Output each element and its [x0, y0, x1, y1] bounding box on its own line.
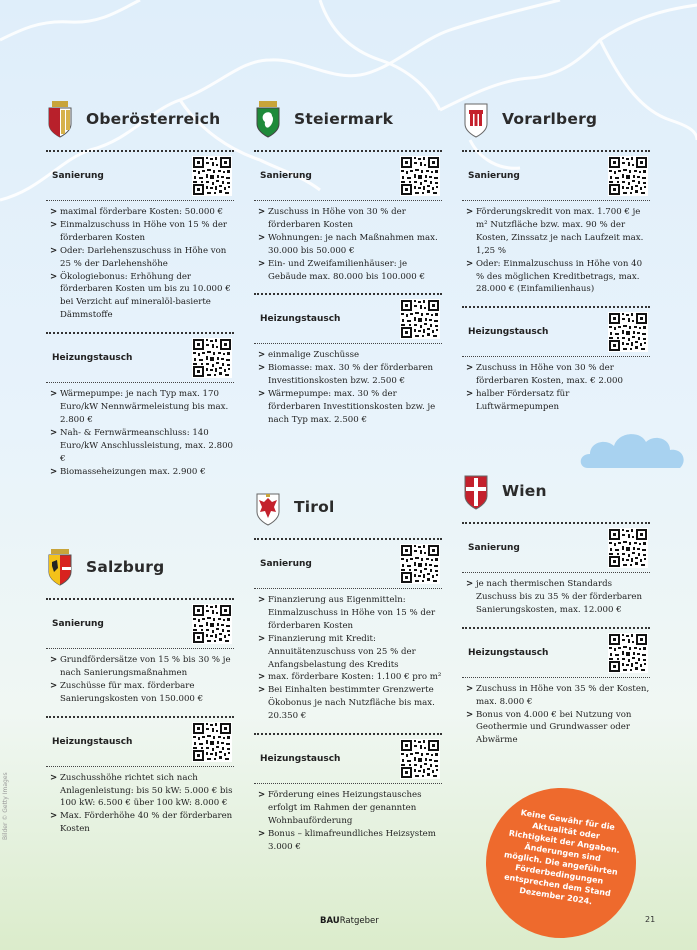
- section-title: Sanierung: [260, 171, 312, 181]
- list-item: > halber Fördersatz für Luftwärmepumpen: [466, 389, 570, 413]
- section-title: Sanierung: [52, 171, 104, 181]
- list-item: > Finanzierung mit Kredit: Annuitätenzuschuss von 25 % der Anfangsbelastung des Kredits: [258, 633, 416, 670]
- steiermark-crest-icon: [254, 100, 282, 138]
- state-tirol: [254, 484, 442, 864]
- list-item: > Zuschuss in Höhe von 30 % der förderbaren Kosten, max. € 2.000: [466, 363, 623, 387]
- qr-code-icon[interactable]: [400, 299, 440, 339]
- qr-code-icon[interactable]: [608, 312, 648, 352]
- section-title: Sanierung: [260, 559, 312, 569]
- list-item: > Ein- und Zweifamilienhäuser: je Gebäude max. 80.000 bis 100.000 €: [258, 258, 425, 282]
- qr-code-icon[interactable]: [192, 338, 232, 378]
- list-item: > Wohnungen: je nach Maßnahmen max. 30.000 bis 50.000 €: [258, 232, 438, 256]
- state-name: Oberösterreich: [86, 110, 221, 128]
- section-sanierung: [46, 150, 234, 332]
- disclaimer-badge: Keine Gewähr für die Aktualität oder Richtigkeit der Angaben. Änderungen sind möglich. Die angeführten Förderbedingungen entsprechen dem Stand Dezember 2024.: [475, 777, 647, 949]
- vorarlberg-crest-icon: [462, 100, 490, 138]
- item-list: [46, 766, 234, 847]
- list-item: > maximal förderbare Kosten: 50.000 €: [50, 207, 224, 217]
- qr-code-icon[interactable]: [608, 633, 648, 673]
- list-item: > Max. Förderhöhe 40 % der förderbaren Kosten: [50, 811, 233, 835]
- list-item: > Wärmepumpe: je nach Typ max. 170 Euro/kW Nennwärmeleistung bis max. 2.800 €: [50, 389, 229, 425]
- list-item: > Nah- & Fernwärmeanschluss: 140 Euro/kW Anschlussleistung, max. 2.800 €: [50, 427, 234, 464]
- list-item: > einmalige Zuschüsse: [258, 350, 360, 361]
- section-title: Heizungstausch: [260, 314, 341, 325]
- list-item: > Wärmepumpe: max. 30 % der förderbaren Investitionskosten bzw. je nach Typ max. 2.500 €: [258, 389, 436, 425]
- qr-code-icon[interactable]: [192, 722, 232, 762]
- item-list: [462, 572, 650, 627]
- brand-logo: BAURatgeber: [320, 916, 379, 926]
- section-title: Sanierung: [468, 543, 520, 553]
- state-name: Salzburg: [86, 558, 165, 576]
- cloud-illustration: [578, 424, 688, 472]
- section-sanierung: [462, 150, 650, 306]
- section-heizungstausch: [254, 733, 442, 864]
- salzburg-crest-icon: [46, 548, 74, 586]
- section-heizungstausch: [462, 627, 650, 758]
- list-item: > Bei Einhalten bestimmter Grenzwerte Ökobonus je nach Nutzfläche bis max. 20.350 €: [258, 685, 435, 722]
- list-item: > Bonus – klimafreundliches Heizsystem 3.000 €: [258, 828, 436, 852]
- list-item: > Oder: Darlehenszuschuss in Höhe von 25 % der Darlehenshöhe: [50, 245, 227, 269]
- page-number: 21: [645, 915, 656, 924]
- item-list: [254, 200, 442, 293]
- section-title: Sanierung: [468, 171, 520, 181]
- state-steiermark: [254, 96, 442, 437]
- item-list: [254, 588, 442, 733]
- section-sanierung: [254, 150, 442, 293]
- list-item: > Finanzierung aus Eigenmitteln: Einmalzuschuss in Höhe von 15 % der förderbaren Kosten: [258, 595, 436, 631]
- image-credit: Bilder © Getty Images: [2, 772, 9, 840]
- item-list: [254, 783, 442, 864]
- list-item: > Förderungskredit von max. 1.700 € je m² Nutzfläche bzw. max. 90 % der Kosten, Zinssatz je nach Laufzeit max. 1,25 %: [466, 207, 644, 256]
- state-oberoesterreich: [46, 96, 234, 489]
- item-list: [462, 677, 650, 758]
- list-item: > Zuschüsse für max. förderbare Sanierungskosten von 150.000 €: [50, 680, 204, 704]
- list-item: > Oder: Einmalzuschuss in Höhe von 40 % des möglichen Kreditbetrags, max. 28.000 € (Einfamilienhaus): [466, 258, 643, 295]
- state-wien: [462, 468, 650, 757]
- list-item: > je nach thermischen Standards Zuschuss bis zu 35 % der förderbaren Sanierungskosten, max. 12.000 €: [466, 579, 643, 615]
- qr-code-icon[interactable]: [608, 156, 648, 196]
- section-sanierung: [462, 522, 650, 627]
- qr-code-icon[interactable]: [400, 544, 440, 584]
- qr-code-icon[interactable]: [192, 604, 232, 644]
- list-item: > Zuschuss in Höhe von 35 % der Kosten, max. 8.000 €: [466, 683, 650, 707]
- list-item: > Zuschusshöhe richtet sich nach Anlagenleistung: bis 50 kW: 5.000 € bis 100 kW: 6.500 € über 100 kW: 8.000 €: [50, 772, 233, 809]
- section-heizungstausch: [462, 306, 650, 424]
- list-item: > Grundfördersätze von 15 % bis 30 % je nach Sanierungsmaßnahmen: [50, 655, 231, 678]
- state-name: Tirol: [294, 498, 335, 516]
- state-salzburg: [46, 544, 234, 846]
- list-item: > Biomasseheizungen max. 2.900 €: [50, 466, 206, 477]
- section-sanierung: [46, 598, 234, 716]
- item-list: [46, 382, 234, 488]
- list-item: > Ökologiebonus: Erhöhung der förderbaren Kosten um bis zu 10.000 € bei Verzicht auf mineralöl-basierte Dämmstoffe: [50, 271, 231, 321]
- tirol-crest-icon: [254, 488, 282, 526]
- oberoesterreich-crest-icon: [46, 100, 74, 138]
- section-heizungstausch: [254, 293, 442, 436]
- state-vorarlberg: [462, 96, 650, 424]
- list-item: > Einmalzuschuss in Höhe von 15 % der förderbaren Kosten: [50, 219, 228, 243]
- item-list: [46, 200, 234, 332]
- section-title: Sanierung: [52, 619, 104, 629]
- section-sanierung: [254, 538, 442, 733]
- section-title: Heizungstausch: [468, 647, 549, 658]
- section-title: Heizungstausch: [52, 353, 133, 364]
- list-item: > Zuschuss in Höhe von 30 % der förderbaren Kosten: [258, 207, 406, 230]
- state-name: Steiermark: [294, 110, 394, 128]
- list-item: > max. förderbare Kosten: 1.100 € pro m²: [258, 672, 442, 683]
- wien-crest-icon: [462, 472, 490, 510]
- qr-code-icon[interactable]: [400, 156, 440, 196]
- item-list: [462, 356, 650, 424]
- section-title: Heizungstausch: [468, 327, 549, 338]
- section-title: Heizungstausch: [52, 736, 133, 747]
- item-list: [462, 200, 650, 306]
- list-item: > Förderung eines Heizungstausches erfolgt im Rahmen der genannten Wohnbauförderung: [258, 790, 422, 826]
- item-list: [46, 648, 234, 716]
- qr-code-icon[interactable]: [400, 739, 440, 779]
- qr-code-icon[interactable]: [192, 156, 232, 196]
- state-name: Vorarlberg: [502, 110, 598, 128]
- list-item: > Bonus von 4.000 € bei Nutzung von Geothermie und Grundwasser oder Abwärme: [466, 709, 632, 746]
- section-heizungstausch: [46, 716, 234, 847]
- state-name: Wien: [502, 482, 547, 500]
- section-heizungstausch: [46, 332, 234, 488]
- list-item: > Biomasse: max. 30 % der förderbaren Investitionskosten bzw. 2.500 €: [258, 363, 434, 387]
- section-title: Heizungstausch: [260, 754, 341, 765]
- qr-code-icon[interactable]: [608, 528, 648, 568]
- item-list: [254, 343, 442, 436]
